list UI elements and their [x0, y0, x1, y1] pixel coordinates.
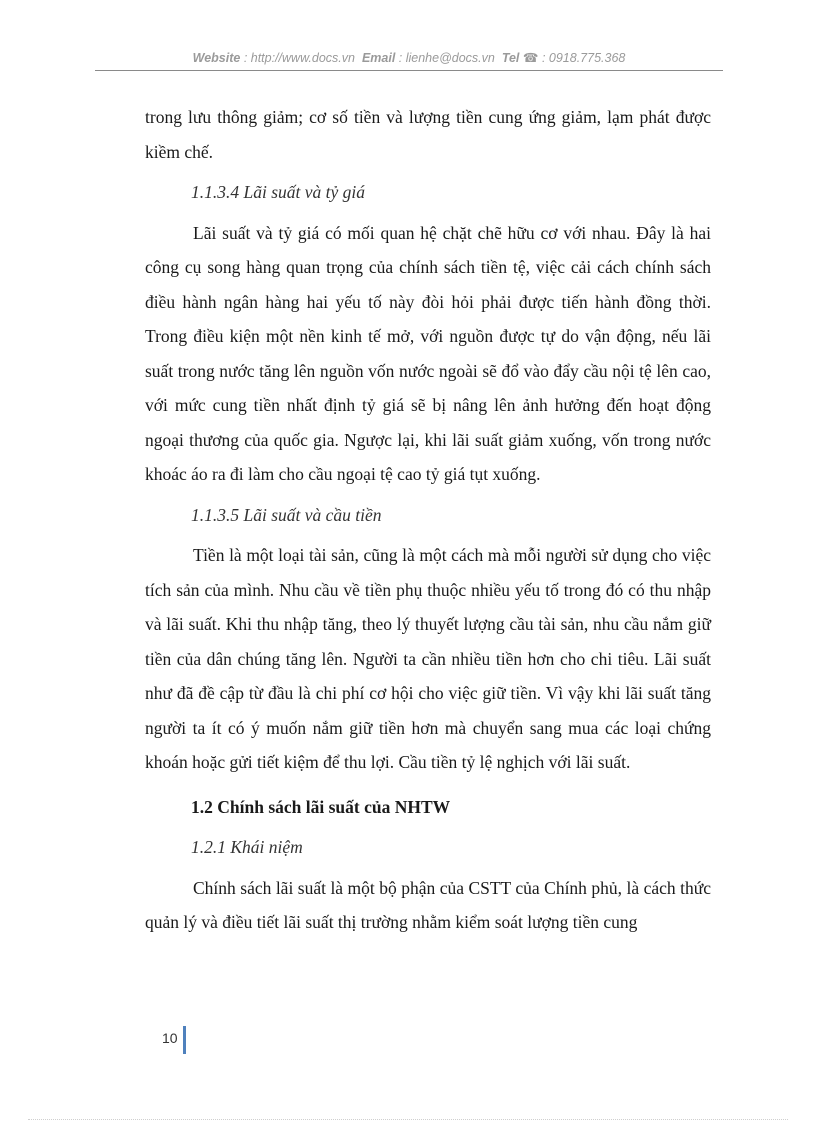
- subheading-1-1-3-4: 1.1.3.4 Lãi suất và tỷ giá: [191, 182, 366, 202]
- paragraph-definition: Chính sách lãi suất là một bộ phận của CSTT của Chính phủ, là cách thức quản lý và điều tiết lãi suất thị trường nhằm kiểm soát lượng tiền cung: [145, 877, 711, 932]
- subheading-1-1-3-5: 1.1.3.5 Lãi suất và cầu tiền: [191, 504, 382, 525]
- paragraph-continued: trong lưu thông giảm; cơ số tiền và lượng tiền cung ứng giảm, lạm phát được kiềm chế.: [145, 107, 711, 162]
- page-number-bar: [183, 1026, 186, 1054]
- website-label: Website: [192, 51, 241, 65]
- header-divider: [95, 70, 723, 71]
- page-bottom-edge: [28, 1119, 788, 1120]
- document-body: [145, 100, 711, 940]
- paragraph-interest-exchange: Lãi suất và tỷ giá có mối quan hệ chặt chẽ hữu cơ với nhau. Đây là hai công cụ song hàng quan trọng của chính sách tiền tệ, việc cải cách chính sách điều hành ngân hàng hai yếu tố này đòi hỏi phải được tiến hành đồng thời. Trong điều kiện một nền kinh tế mở, với nguồn được tự do vận động, nếu lãi suất trong nước tăng lên nguồn vốn nước ngoài sẽ đổ vào đẩy cầu nội tệ lên cao, với mức cung tiền nhất định tỷ giá sẽ bị nâng lên ảnh hưởng đến hoạt động ngoại thương của quốc gia. Ngược lại, khi lãi suất giảm xuống, vốn trong nước khoác áo ra đi làm cho cầu ngoại tệ cao tỷ giá tụt xuống.: [145, 222, 711, 484]
- section-heading-1-2: 1.2 Chính sách lãi suất của NHTW: [191, 796, 451, 817]
- tel-label: Tel: [501, 51, 520, 65]
- website-url[interactable]: : http://www.docs.vn: [243, 51, 355, 65]
- page-header: [95, 50, 723, 65]
- page-number: 10: [162, 1030, 178, 1046]
- tel-number: ☎ : 0918.775.368: [522, 51, 626, 65]
- paragraph-money-demand: Tiền là một loại tài sản, cũng là một cách mà mỗi người sử dụng cho việc tích sản của mình. Nhu cầu về tiền phụ thuộc nhiều yếu tố trong đó có thu nhập và lãi suất. Khi thu nhập tăng, theo lý thuyết lượng cầu tài sản, nhu cầu nắm giữ tiền của dân chúng tăng lên. Người ta cần nhiều tiền hơn cho chi tiêu. Lãi suất như đã đề cập từ đầu là chi phí cơ hội cho việc giữ tiền. Vì vậy khi lãi suất tăng người ta ít có ý muốn nắm giữ tiền hơn mà chuyển sang mua các loại chứng khoán hoặc gửi tiết kiệm để thu lợi. Cầu tiền tỷ lệ nghịch với lãi suất.: [145, 545, 711, 772]
- email-address[interactable]: : lienhe@docs.vn: [398, 51, 495, 65]
- subheading-1-2-1: 1.2.1 Khái niệm: [191, 837, 303, 857]
- email-label: Email: [361, 51, 396, 65]
